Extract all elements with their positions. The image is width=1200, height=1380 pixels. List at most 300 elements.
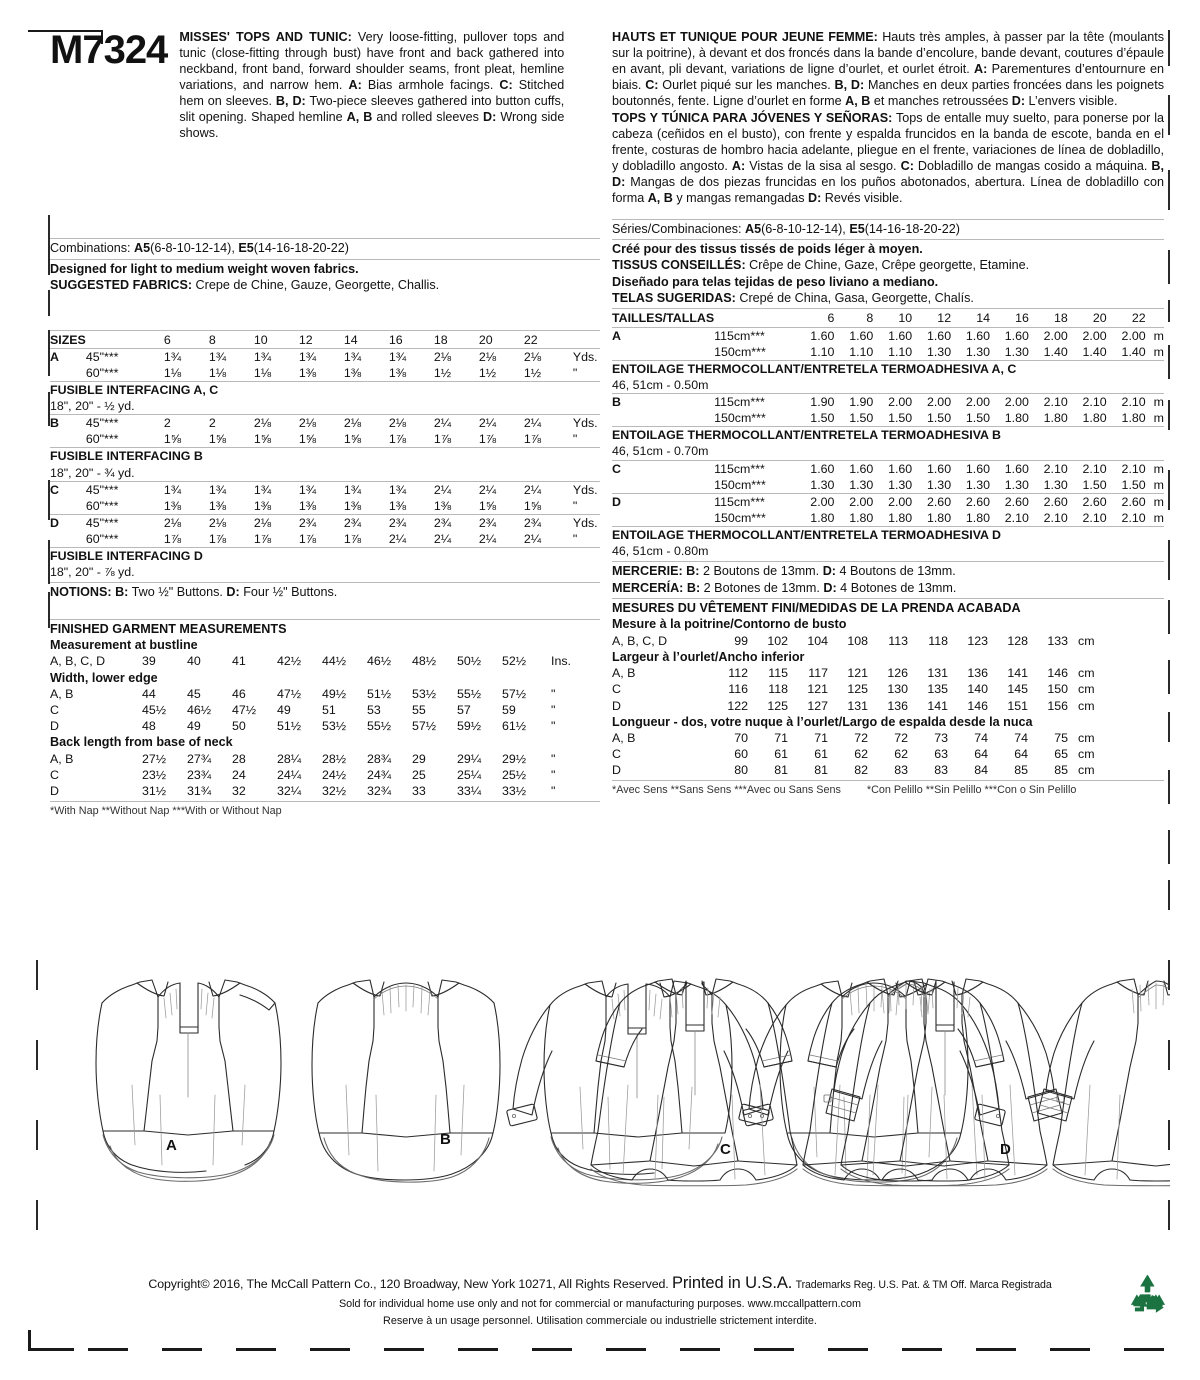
measurement-value: 140 (967, 682, 988, 697)
registration-tick (1168, 880, 1170, 910)
measurement-value: 40 (187, 654, 201, 669)
yardage-value: 1.30 (926, 477, 952, 492)
yardage-row (50, 365, 600, 382)
yardage-value: 1.80 (810, 510, 835, 525)
fabric-width: 150cm*** (714, 510, 766, 525)
measurement-value: 84 (974, 763, 988, 778)
yardage-unit: " (572, 498, 578, 513)
measurement-value: 28¾ (367, 751, 392, 766)
yardage-value: 1.50 (849, 411, 874, 426)
view-b-label: B (440, 1131, 451, 1148)
yardage-value: 1¾ (344, 481, 389, 498)
yardage-value: 2¾ (524, 514, 569, 531)
yardage-value: 1.50 (965, 411, 990, 426)
yardage-unit: m (1150, 327, 1164, 344)
yardage-value: 2¼ (523, 532, 542, 547)
registration-tick (48, 592, 50, 628)
yardage-value: 2.10 (1082, 510, 1107, 525)
description-english-body: Very loose-fitting, pullover tops and tunic (close-fitting through bust) have front and back gathered into neckband, front band, forward shoulder seams, front pleat, hemline variations, and narrow hem. (179, 30, 565, 92)
registration-tick (36, 1200, 38, 1230)
yardage-value: 1.60 (800, 460, 839, 477)
yardage-unit: m (1153, 477, 1164, 492)
desc-fr-bd-text: Manches en deux parties froncées dans les poignets boutonnés, fente. Ligne d’ourlet en forme (612, 77, 1164, 108)
desc-es-a-tag: A: (731, 158, 746, 173)
yardage-value: 1.30 (965, 477, 990, 492)
yardage-row (50, 431, 600, 448)
desc-es-bd-tag: B, D: (612, 158, 1165, 189)
registration-tick (1168, 540, 1170, 580)
measurement-value: 24 (232, 767, 246, 782)
desc-en-ab-tag: A, B (346, 109, 373, 124)
yardage-value: 1⅞ (343, 532, 362, 547)
yardage-value: 2¼ (434, 415, 479, 432)
measurement-value: 48 (142, 719, 156, 734)
measurement-value: 53½ (412, 686, 437, 701)
yardage-row (50, 348, 600, 365)
desc-es-ab-text: y mangas remangadas (672, 190, 808, 205)
footer-usage-line: Sold for individual home use only and not for commercial or manufacturing purposes. www.mccallpattern.com (338, 1298, 862, 1310)
yardage-value: 1.50 (888, 411, 913, 426)
series-e5-code: E5 (849, 221, 865, 236)
yardage-value: 1⅞ (523, 432, 542, 447)
measurement-value: 49½ (322, 686, 347, 701)
mercerie-d-tag: D: (822, 564, 836, 579)
yardage-value: 1⅜ (388, 365, 407, 380)
yardage-value: 1.30 (1004, 477, 1029, 492)
registration-tick (1168, 830, 1170, 864)
description-english-heading: MISSES' TOPS AND TUNIC: (179, 30, 352, 44)
yardage-unit: m (1150, 493, 1164, 510)
registration-tick (1168, 470, 1170, 510)
desc-fr-c-tag: C: (645, 77, 659, 92)
measurement-value: 82 (854, 763, 868, 778)
yardage-value: 2.60 (994, 493, 1033, 510)
view-letter (612, 344, 714, 361)
yardage-value: 2⅛ (524, 348, 569, 365)
view-letter (50, 498, 86, 515)
yardage-value: 1.60 (994, 327, 1033, 344)
yardage-value: 2¼ (433, 532, 452, 547)
yardage-value: 1.30 (810, 477, 835, 492)
yardage-value: 2.00 (1072, 327, 1111, 344)
yardage-value: 2.00 (877, 493, 916, 510)
measurement-value: 32¾ (367, 783, 392, 798)
desc-fr-a-tag: A: (974, 61, 988, 76)
fabric-width: 60"*** (85, 432, 119, 447)
registration-tick (36, 1120, 38, 1150)
measurement-value: 46 (232, 686, 246, 701)
fabric-width: 150cm*** (714, 411, 766, 426)
measurement-value: 59½ (457, 719, 482, 734)
interfacing-title: FUSIBLE INTERFACING D (50, 548, 600, 565)
desc-en-a-text: Bias armhole facings. (361, 77, 500, 92)
measurement-value: 49 (277, 703, 291, 718)
yardage-value: 1½ (478, 365, 497, 380)
illustration-view-a-front (96, 980, 281, 1181)
measurement-value: 63 (934, 747, 948, 762)
yardage-value: 2.10 (1072, 394, 1111, 411)
registration-tick (1168, 300, 1170, 322)
measurement-value: 44½ (322, 654, 347, 669)
yardage-value: 1¾ (209, 481, 254, 498)
combo-e5-sizes: (14-16-18-20-22) (253, 241, 349, 256)
merceria-line (612, 580, 1164, 596)
measurement-value: 125 (847, 682, 868, 697)
view-c-label: C (720, 1141, 731, 1158)
fabrics-spanish-line (612, 290, 1164, 306)
measurement-value: 75 (1054, 730, 1068, 745)
yardage-value: 1⅞ (253, 532, 272, 547)
yardage-value: 1.80 (849, 510, 874, 525)
yardage-value: 1⅝ (298, 432, 317, 447)
yardage-unit: " (572, 532, 578, 547)
series-line (612, 221, 1164, 237)
measurement-value: 135 (927, 682, 948, 697)
yardage-value: 1.60 (955, 327, 994, 344)
measurement-row (612, 746, 1164, 762)
desc-en-ab-text: and rolled sleeves (372, 109, 483, 124)
interfacing-line-row (612, 377, 1164, 394)
interfacing-title-row (50, 548, 600, 565)
measurement-unit: cm (1078, 730, 1095, 745)
yardage-value: 2⅛ (389, 415, 434, 432)
yardage-value: 2.00 (916, 394, 955, 411)
registration-tick (48, 290, 50, 316)
footer-usage-line-french: Reserve à un usage personnel. Utilisation commerciale ou industrielle strictement interdite. (383, 1315, 817, 1327)
bustline-table-imperial (50, 653, 600, 669)
interfacing-title-row (50, 448, 600, 465)
measurement-value: 28 (232, 751, 246, 766)
measurement-value: 118 (768, 682, 788, 697)
registration-tick (36, 1040, 38, 1070)
measurement-row (50, 653, 600, 669)
fabric-width: 115cm*** (714, 460, 799, 477)
yardage-value: 2¾ (344, 514, 389, 531)
yardage-value: 2⅛ (254, 415, 299, 432)
measurement-value: 141 (1007, 666, 1028, 681)
yardage-value: 2¾ (434, 514, 479, 531)
yardage-value: 2⅛ (434, 348, 479, 365)
yardage-value: 2¾ (389, 514, 434, 531)
registration-tick (1168, 712, 1170, 742)
bustline-table-metric (612, 633, 1164, 649)
measurement-unit: cm (1078, 763, 1095, 778)
measurement-value: 32½ (322, 783, 347, 798)
yardage-value: 1.60 (916, 460, 955, 477)
yardage-unit: m (1153, 344, 1164, 359)
interfacing-amount: 46, 51cm - 0.70m (612, 444, 709, 459)
measurement-value: 33½ (502, 783, 527, 798)
view-letter (50, 365, 86, 382)
measurement-unit: cm (1078, 682, 1095, 697)
registration-tick (1168, 960, 1170, 990)
measurement-value: 118 (928, 633, 948, 648)
fabric-width: 115cm*** (714, 394, 799, 411)
size-header: 14 (976, 311, 990, 326)
yardage-value: 2.60 (916, 493, 955, 510)
notions-label: NOTIONS: (50, 585, 112, 600)
yardage-value: 1⅞ (163, 532, 182, 547)
yardage-value: 1.30 (926, 344, 952, 359)
yardage-value: 2.00 (838, 493, 877, 510)
size-header: 18 (433, 332, 448, 347)
yardage-value: 2¼ (478, 532, 497, 547)
desc-es-ab-tag: A, B (647, 190, 673, 205)
yardage-unit: m (1150, 460, 1164, 477)
yardage-value: 2¼ (524, 481, 569, 498)
yardage-unit: Yds. (569, 415, 600, 432)
desc-fr-c-text: Ourlet piqué sur les manches. (658, 77, 835, 92)
measurement-views: C (612, 747, 621, 762)
yardage-value: 1.80 (1121, 411, 1146, 426)
view-letter (50, 431, 86, 448)
size-header: 10 (898, 311, 913, 326)
measurement-value: 74 (1014, 730, 1028, 745)
size-header: 20 (1092, 311, 1107, 326)
series-a5-code: A5 (745, 221, 762, 236)
measurement-value: 61 (774, 747, 788, 762)
divider-above-nap-note-metric (612, 780, 1164, 781)
yardage-value: 2.60 (1072, 493, 1111, 510)
measurement-value: 31¾ (187, 783, 212, 798)
measurement-value: 24½ (322, 767, 347, 782)
fabric-width: 60"*** (85, 498, 119, 513)
yardage-value: 1½ (433, 365, 452, 380)
yardage-value: 2¾ (299, 514, 344, 531)
measurement-views: A, B, C, D (50, 654, 106, 669)
fabrics-french-line (612, 257, 1164, 273)
yardage-row (612, 493, 1164, 510)
desc-en-bd-text: Two-piece sleeves gathered into button cuffs, slit opening. Shaped hemline (179, 93, 565, 124)
measurement-value: 44 (142, 686, 156, 701)
measurement-unit: " (551, 686, 556, 701)
title-row (50, 30, 600, 141)
measurement-value: 136 (887, 698, 908, 713)
fabric-width: 60"*** (85, 365, 119, 380)
yardage-value: 1¾ (389, 348, 434, 365)
registration-tick (48, 540, 50, 584)
measurement-row (50, 783, 600, 799)
yardage-row (50, 498, 600, 515)
yardage-row (612, 410, 1164, 427)
measurement-value: 55½ (367, 719, 392, 734)
desc-en-bd-tag: B, D: (275, 93, 306, 108)
measurement-value: 31½ (142, 783, 167, 798)
yardage-value: 1⅞ (388, 432, 407, 447)
yardage-value: 1⅞ (478, 432, 497, 447)
yardage-value: 1.30 (849, 477, 874, 492)
desc-es-d-tag: D: (808, 190, 822, 205)
footer (0, 1274, 1200, 1327)
measurement-row (50, 767, 600, 783)
measurement-value: 53½ (322, 719, 347, 734)
registration-tick (1168, 400, 1170, 430)
combo-e5-code: E5 (238, 241, 254, 256)
yardage-value: 1⅜ (343, 498, 362, 513)
yardage-value: 1⅞ (433, 432, 452, 447)
registration-tick (1168, 770, 1170, 804)
yardage-value: 1.40 (1082, 344, 1107, 359)
interfacing-amount: 18", 20" - ⅞ yd. (50, 565, 135, 580)
view-letter: D (50, 514, 86, 531)
yardage-value: 1¾ (254, 348, 299, 365)
registration-tick (48, 392, 50, 426)
interfacing-title-row (612, 527, 1164, 544)
yardage-value: 2⅛ (209, 514, 254, 531)
measurement-value: 85 (1054, 763, 1068, 778)
yardage-value: 1.80 (888, 510, 913, 525)
measurement-row (612, 681, 1164, 697)
measurement-value: 49 (187, 719, 201, 734)
measurement-value: 52½ (502, 654, 527, 669)
yardage-value: 1.90 (838, 394, 877, 411)
mercerie-b-text: 2 Boutons de 13mm. (699, 564, 823, 579)
measurement-unit: cm (1078, 666, 1095, 681)
desc-es-c-text: Dobladillo de mangas cosido a máquina. (913, 158, 1152, 173)
yardage-row (50, 514, 600, 531)
yardage-unit: Yds. (569, 481, 600, 498)
measurement-value: 131 (847, 698, 868, 713)
fabric-width: 115cm*** (714, 327, 799, 344)
yardage-value: 1.10 (810, 344, 835, 359)
measurement-value: 81 (814, 763, 828, 778)
yardage-unit: m (1153, 411, 1164, 426)
yardage-value: 2⅛ (254, 514, 299, 531)
divider-above-fgm-metric (612, 598, 1164, 599)
fabric-width: 150cm*** (714, 344, 766, 359)
measurement-value: 122 (727, 698, 748, 713)
yardage-value: 1.50 (1121, 477, 1146, 492)
designed-for-text: Designed for light to medium weight woven fabrics. (50, 261, 359, 276)
measurement-value: 112 (728, 666, 748, 681)
view-letter: B (50, 415, 86, 432)
measurement-value: 127 (807, 698, 828, 713)
interfacing-title-row (612, 360, 1164, 377)
desc-en-c-text: Stitched hem on sleeves. (179, 77, 565, 108)
measurement-value: 27½ (142, 751, 167, 766)
mercerie-line (612, 563, 1164, 579)
yardage-row (50, 531, 600, 548)
yardage-value: 1.50 (1082, 477, 1107, 492)
fabrics-french-label: TISSUS CONSEILLÉS: (612, 258, 746, 273)
measurement-row (50, 751, 600, 767)
combinations-line (50, 240, 600, 256)
measurement-unit: " (551, 719, 556, 734)
illustration-view-a-back (312, 980, 500, 1182)
measurement-value: 57 (457, 703, 471, 718)
yardage-value: 1¾ (254, 481, 299, 498)
measurement-row (612, 698, 1164, 714)
merceria-d-text: 4 Botones de 13mm. (836, 580, 957, 595)
divider-below-series (612, 239, 1164, 240)
divider-above-fgm (50, 619, 600, 620)
description-french-heading: HAUTS ET TUNIQUE POUR JEUNE FEMME: (612, 30, 878, 44)
measurement-views: A, B (612, 730, 636, 745)
measurement-value: 46½ (367, 654, 392, 669)
right-column (612, 30, 1164, 796)
yardage-value: 1¾ (389, 481, 434, 498)
yardage-value: 1⅜ (253, 498, 272, 513)
yardage-value: 2.00 (955, 394, 994, 411)
fabric-width: 150cm*** (714, 477, 766, 492)
size-header: 12 (298, 332, 313, 347)
yardage-unit: m (1150, 394, 1164, 411)
yardage-value: 2.00 (1111, 327, 1150, 344)
footer-copyright-line (0, 1274, 1200, 1293)
yardage-value: 2.10 (1111, 394, 1150, 411)
yardage-unit: " (572, 365, 578, 380)
measurement-value: 83 (934, 763, 948, 778)
yardage-value: 2¾ (479, 514, 524, 531)
yardage-value: 1.60 (800, 327, 839, 344)
yardage-table-imperial (50, 332, 600, 581)
notions-d-text: Four ½" Buttons. (239, 585, 338, 600)
fabric-width: 45"*** (86, 514, 164, 531)
measurement-value: 71 (814, 730, 828, 745)
measurement-views: A, B (50, 751, 74, 766)
registration-tick (48, 330, 50, 376)
desc-fr-ab-text: et manches retroussées (870, 93, 1012, 108)
measurement-unit: " (551, 751, 556, 766)
measurement-value: 47½ (232, 703, 257, 718)
measurement-views: D (612, 698, 621, 713)
view-letter: A (612, 327, 714, 344)
nap-note-spanish: *Con Pelillo **Sin Pelillo ***Con o Sin Pelillo (866, 784, 1077, 797)
view-letter (612, 410, 714, 427)
yardage-value: 2⅛ (164, 514, 209, 531)
desc-fr-ab-tag: A, B (845, 93, 871, 108)
measurement-value: 51 (322, 703, 336, 718)
yardage-row (612, 344, 1164, 361)
fabrics-french-text: Crêpe de Chine, Gaze, Crêpe georgette, Etamine. (745, 258, 1030, 273)
series-a5-sizes: (6-8-10-12-14), (761, 221, 846, 236)
measurement-value: 108 (847, 633, 868, 648)
measurement-value: 123 (967, 633, 988, 648)
size-header: 6 (163, 332, 171, 347)
fabric-width: 45"*** (86, 348, 164, 365)
measurement-unit: " (551, 703, 556, 718)
yardage-value: 2.60 (1033, 493, 1072, 510)
divider-above-tallas (612, 308, 1164, 309)
measurement-value: 99 (734, 633, 748, 648)
yardage-value: 1¾ (164, 481, 209, 498)
measurement-row (50, 718, 600, 734)
measurement-views: D (50, 783, 59, 798)
measurement-value: 81 (774, 763, 788, 778)
measurement-value: 72 (894, 730, 908, 745)
measurement-value: 24¼ (277, 767, 302, 782)
size-header: 12 (937, 311, 952, 326)
yardage-value: 1.80 (926, 510, 952, 525)
measurement-value: 80 (734, 763, 748, 778)
measurement-unit: Ins. (551, 654, 571, 669)
measurement-value: 55½ (457, 686, 482, 701)
measurement-value: 128 (1007, 633, 1028, 648)
yardage-value: 2 (164, 415, 209, 432)
description-spanish-body: Tops de entalle muy suelto, para ponerse por la cabeza (ceñidos en el busto), con frente y espalda fruncidos en la banda de escote, banda en el frente, costuras de hombro hacia adelante, pliegue en el frente, variaciones de línea de dobladillo, y dobladillo angosto. (612, 110, 1164, 173)
measurement-value: 141 (927, 698, 948, 713)
measurement-value: 45 (187, 686, 201, 701)
measurement-value: 46½ (187, 703, 212, 718)
size-header: 6 (827, 311, 835, 326)
yardage-value: 1.80 (965, 510, 990, 525)
fgm-title-metric: MESURES DU VÊTEMENT FINI/MEDIDAS DE LA PRENDA ACABADA (612, 601, 1021, 616)
measurement-value: 85 (1014, 763, 1028, 778)
measurement-value: 74 (974, 730, 988, 745)
description-spanish-heading: TOPS Y TÚNICA PARA JÓVENES Y SEÑORAS: (612, 110, 893, 125)
measurement-row (612, 730, 1164, 746)
yardage-value: 1⅝ (253, 432, 272, 447)
